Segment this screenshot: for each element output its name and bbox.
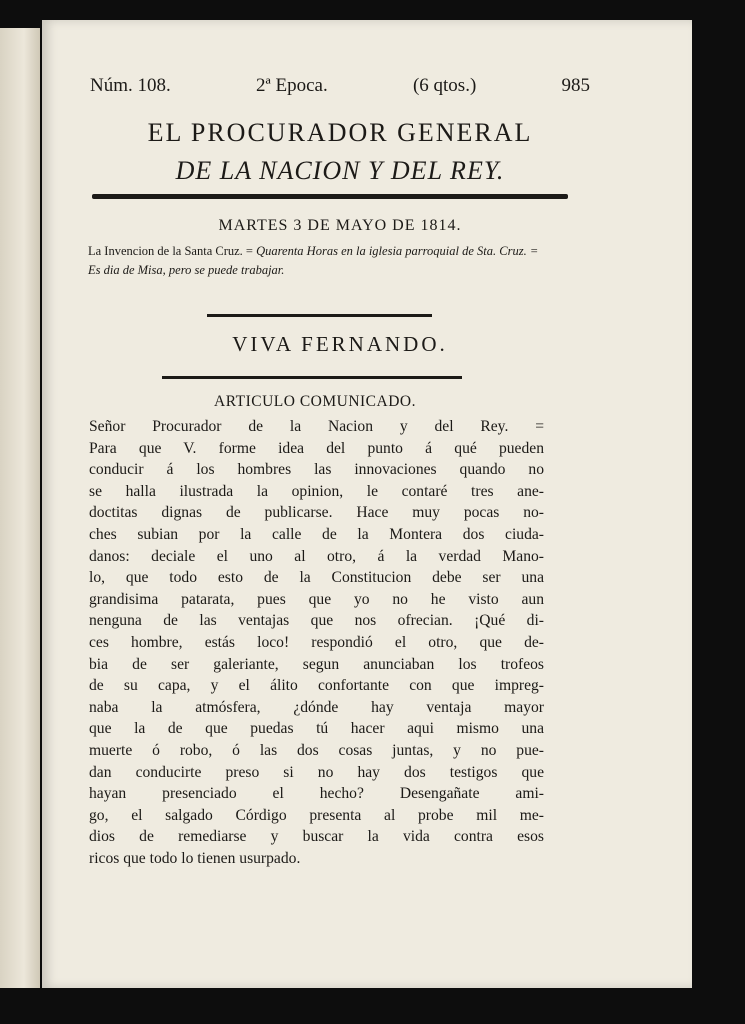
- section-rule: [207, 314, 432, 317]
- article-body: [89, 416, 544, 869]
- newspaper-page: [42, 20, 692, 988]
- article-line: naba la atmósfera, ¿dónde hay ventaja mayor: [89, 698, 544, 716]
- article-line: danos: deciale el uno al otro, á la verdad Mano-: [89, 547, 544, 565]
- article-line: nenguna de las ventajas que nos ofrecian. ¡Qué di-: [89, 612, 544, 630]
- article-line: se halla ilustrada la opinion, le contaré tres ane-: [89, 482, 544, 500]
- section-rule-2: [162, 376, 462, 379]
- slogan: VIVA FERNANDO.: [232, 332, 448, 356]
- religious-notice: [88, 242, 548, 280]
- article-line: que la de que puedas tú hacer aqui mismo una: [89, 720, 544, 738]
- article-line: de su capa, y el álito confortante con que impreg-: [89, 677, 544, 695]
- article-line: ces hombre, estás loco! respondió el otro, que de-: [89, 633, 544, 651]
- article-line: grandisima patarata, pues que yo no he visto aun: [89, 590, 544, 608]
- issue-header: [90, 75, 590, 97]
- issue-number: Núm. 108.: [90, 75, 171, 96]
- article-line: dan conducirte preso si no hay dos testigos que: [89, 763, 544, 781]
- article-line: doctitas dignas de publicarse. Hace muy pocas no-: [89, 504, 544, 522]
- masthead-subtitle: DE LA NACION Y DEL REY.: [175, 156, 505, 185]
- masthead-title: EL PROCURADOR GENERAL: [147, 118, 533, 147]
- article-line: Para que V. forme idea del punto á qué pueden: [89, 439, 544, 457]
- notice-details: Quarenta Horas en la iglesia parroquial de Sta. Cruz. = Es dia de Misa, pero se puede trabajar.: [88, 244, 539, 277]
- page-number: 985: [561, 75, 590, 96]
- quires-count: (6 qtos.): [412, 75, 477, 96]
- masthead-rule: [92, 194, 568, 199]
- article-line: ches subian por la calle de la Montera dos ciuda-: [89, 525, 544, 543]
- article-line: bia de ser galeriante, segun anunciaban los trofeos: [89, 655, 544, 673]
- facing-page-edge: [0, 28, 40, 988]
- article-line: conducir á los hombres las innovaciones quando no: [89, 461, 544, 479]
- article-line: ricos que todo lo tienen usurpado.: [89, 849, 301, 867]
- epoch-label: 2ª Epoca.: [255, 75, 328, 96]
- article-line: lo, que todo esto de la Constitucion debe ser una: [89, 569, 544, 587]
- article-line: hayan presenciado el hecho? Desengañate ami-: [89, 785, 544, 803]
- dateline: MARTES 3 DE MAYO DE 1814.: [218, 217, 462, 234]
- article-heading: ARTICULO COMUNICADO.: [214, 393, 416, 410]
- article-line: muerte ó robo, ó las dos cosas juntas, y no pue-: [89, 741, 544, 759]
- notice-feast: La Invencion de la Santa Cruz. =: [88, 244, 257, 258]
- article-line: Señor Procurador de la Nacion y del Rey. =: [89, 418, 544, 435]
- article-line: go, el salgado Córdigo presenta al probe mil me-: [89, 806, 544, 824]
- article-line: dios de remediarse y buscar la vida contra esos: [89, 828, 544, 846]
